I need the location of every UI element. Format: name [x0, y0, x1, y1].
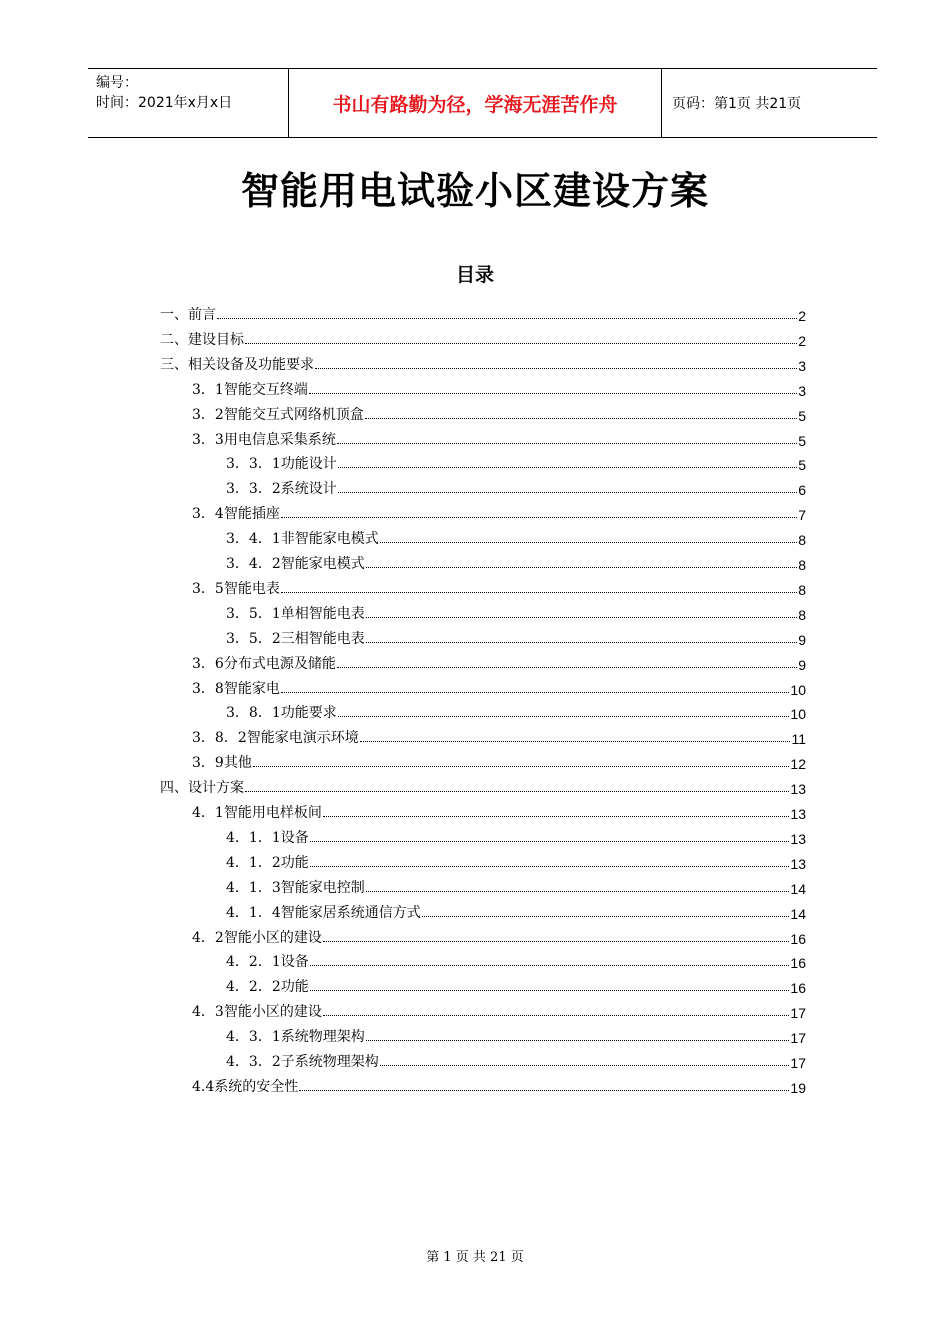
toc-leader-dots — [338, 491, 797, 493]
toc-entry-page: 16 — [790, 980, 806, 997]
toc-entry[interactable] — [226, 947, 806, 971]
toc-leader-dots — [323, 940, 790, 942]
toc-leader-dots — [380, 1064, 790, 1066]
header-meta — [88, 69, 288, 137]
toc-entry[interactable] — [192, 425, 806, 449]
toc-entry-page: 8 — [798, 581, 806, 598]
toc-entry-label: 4．3．1系统物理架构 — [226, 1029, 365, 1046]
toc-entry-page: 2 — [798, 308, 806, 324]
toc-entry-label: 4．1．1设备 — [226, 829, 309, 846]
toc-entry-label: 3．5智能电表 — [192, 580, 280, 597]
document-title: 智能用电试验小区建设方案 — [240, 168, 709, 213]
toc-entry-label: 4.4系统的安全性 — [192, 1078, 299, 1095]
toc-entry-page: 10 — [790, 706, 806, 723]
toc-entry[interactable] — [192, 997, 806, 1021]
toc-entry-page: 5 — [798, 457, 806, 474]
toc-entry-label: 3．6分布式电源及储能 — [192, 655, 336, 672]
toc-entry[interactable] — [226, 823, 806, 847]
toc-entry-label: 3．8．1功能要求 — [226, 705, 337, 722]
toc-entry[interactable] — [192, 674, 806, 698]
toc-entry[interactable] — [226, 898, 806, 922]
toc-entry-label: 4．2．1设备 — [226, 954, 309, 971]
toc-entry-label: 3．4．2智能家电模式 — [226, 556, 365, 572]
toc-entry-page: 16 — [790, 955, 806, 972]
toc-entry[interactable] — [226, 449, 806, 473]
toc-entry[interactable] — [226, 698, 806, 722]
page-footer: 第 1 页 共 21 页 — [426, 1250, 524, 1265]
toc-entry[interactable] — [226, 524, 806, 548]
toc-entry-page: 5 — [798, 407, 806, 424]
toc-entry[interactable] — [226, 599, 806, 623]
toc-entry-page: 5 — [798, 432, 806, 449]
toc-leader-dots — [366, 566, 797, 568]
toc-leader-dots — [281, 516, 797, 518]
toc-entry[interactable] — [192, 574, 806, 598]
toc-entry[interactable] — [160, 773, 806, 797]
toc-entry-page: 3 — [798, 382, 806, 399]
toc-leader-dots — [338, 715, 790, 717]
toc-entry-page: 14 — [790, 880, 806, 897]
toc-entry-page: 8 — [798, 532, 806, 549]
toc-entry-page: 6 — [798, 482, 806, 499]
toc-entry-page: 17 — [790, 1030, 806, 1047]
toc-entry[interactable] — [192, 748, 806, 772]
toc-entry[interactable] — [192, 649, 806, 673]
toc-entry[interactable] — [226, 624, 806, 648]
toc-entry[interactable] — [226, 474, 806, 498]
toc-entry-page: 14 — [790, 905, 806, 922]
toc-entry-label: 3．8智能家电 — [192, 680, 280, 697]
toc-entry-label: 3．5．2三相智能电表 — [226, 630, 365, 647]
toc-entry[interactable] — [226, 972, 806, 996]
toc-entry-label: 3．2智能交互式网络机顶盒 — [192, 406, 364, 423]
toc-entry[interactable] — [160, 300, 806, 324]
toc-leader-dots — [310, 865, 790, 867]
toc-entry[interactable] — [192, 923, 806, 947]
toc-leader-dots — [380, 541, 797, 543]
toc-entry-label: 3．4智能插座 — [192, 506, 280, 523]
toc-entry-page: 16 — [790, 930, 806, 947]
toc-leader-dots — [338, 466, 797, 468]
toc-entry-label: 4．2．2功能 — [226, 979, 309, 996]
toc-leader-dots — [253, 765, 790, 767]
toc-entry-page: 13 — [790, 806, 806, 822]
toc-leader-dots — [310, 989, 790, 991]
toc-entry[interactable] — [192, 1072, 806, 1096]
toc-entry-label: 4．2智能小区的建设 — [192, 929, 322, 946]
toc-entry[interactable] — [192, 499, 806, 523]
toc-leader-dots — [366, 641, 797, 643]
toc-leader-dots — [299, 1089, 789, 1091]
toc-entry-page: 11 — [791, 731, 806, 748]
header-motto: 书山有路勤为径，学海无涯苦作舟 — [288, 69, 662, 137]
toc-entry-page: 9 — [798, 631, 806, 648]
toc-entry-page: 19 — [790, 1079, 806, 1096]
toc-entry-label: 4．1智能用电样板间 — [192, 805, 322, 821]
toc-leader-dots — [365, 417, 797, 419]
toc-leader-dots — [309, 392, 797, 394]
toc-entry-page: 10 — [790, 681, 806, 698]
toc-leader-dots — [310, 840, 790, 842]
page-header — [88, 68, 877, 138]
toc-entry-label: 3．4．1非智能家电模式 — [226, 531, 379, 548]
toc-entry[interactable] — [160, 350, 806, 374]
toc-leader-dots — [281, 691, 790, 693]
toc-entry[interactable] — [226, 848, 806, 872]
toc-leader-dots — [366, 1039, 790, 1041]
toc-entry-page: 13 — [790, 781, 806, 798]
toc-entry-label: 三、相关设备及功能要求 — [160, 356, 314, 373]
toc-entry-label: 3．5．1单相智能电表 — [226, 605, 365, 622]
toc-entry-label: 3．3．1功能设计 — [226, 456, 337, 473]
toc-leader-dots — [245, 790, 789, 792]
toc-entry-page: 8 — [798, 606, 806, 623]
time-label: 时间：2021年x月x日 — [96, 95, 233, 111]
number-label: 编号： — [96, 75, 138, 91]
toc-entry-label: 3．3．2系统设计 — [226, 481, 337, 498]
toc-entry-page: 17 — [790, 1005, 806, 1022]
toc-leader-dots — [337, 666, 797, 668]
toc-entry-page: 3 — [798, 357, 806, 374]
toc-leader-dots — [315, 367, 797, 369]
toc-entry-label: 3．3用电信息采集系统 — [192, 431, 336, 448]
toc-entry[interactable] — [226, 1022, 806, 1046]
toc-entry[interactable] — [226, 549, 806, 573]
toc-entry[interactable] — [192, 723, 806, 747]
toc-leader-dots — [337, 442, 797, 444]
toc-entry-label: 二、建设目标 — [160, 331, 244, 348]
toc-entry[interactable] — [192, 798, 806, 822]
toc-entry-page: 7 — [798, 507, 806, 524]
toc-entry-page: 12 — [790, 756, 806, 773]
toc-leader-dots — [323, 815, 790, 817]
toc-leader-dots — [323, 1014, 790, 1016]
toc-entry[interactable] — [192, 375, 806, 399]
toc-leader-dots — [360, 740, 791, 742]
toc-leader-dots — [366, 890, 790, 892]
toc-entry-label: 3．9其他 — [192, 755, 252, 772]
toc-entry[interactable] — [160, 325, 806, 349]
toc-entry-page: 13 — [790, 830, 806, 847]
toc-entry-label: 3．8．2智能家电演示环境 — [192, 730, 359, 747]
toc-entry-label: 3．1智能交互终端 — [192, 381, 308, 398]
toc-entry[interactable] — [192, 400, 806, 424]
toc-entry-page: 9 — [798, 656, 806, 673]
toc-leader-dots — [281, 591, 797, 593]
toc-leader-dots — [422, 915, 790, 917]
toc-leader-dots — [366, 616, 797, 618]
toc-entry-page: 17 — [790, 1055, 806, 1071]
toc-entry-label: 4．1．2功能 — [226, 854, 309, 871]
toc-leader-dots — [310, 964, 790, 966]
toc-entry-label: 4．1．4智能家居系统通信方式 — [226, 904, 421, 921]
toc-title: 目录 — [455, 264, 494, 286]
toc-entry-page: 8 — [798, 557, 806, 573]
toc-leader-dots — [217, 317, 797, 319]
header-page-info: 页码：第1页 共21页 — [672, 96, 802, 112]
toc-entry-label: 4．1．3智能家电控制 — [226, 879, 365, 896]
toc-entry-label: 四、设计方案 — [160, 780, 244, 797]
toc-entry-label: 一、前言 — [160, 307, 216, 323]
toc-entry[interactable] — [226, 873, 806, 897]
toc-entry-label: 4．3．2子系统物理架构 — [226, 1054, 379, 1070]
toc-entry[interactable] — [226, 1047, 806, 1071]
toc-leader-dots — [245, 342, 797, 344]
toc-entry-label: 4．3智能小区的建设 — [192, 1004, 322, 1021]
toc-entry-page: 2 — [798, 332, 806, 349]
toc-entry-page: 13 — [790, 855, 806, 872]
